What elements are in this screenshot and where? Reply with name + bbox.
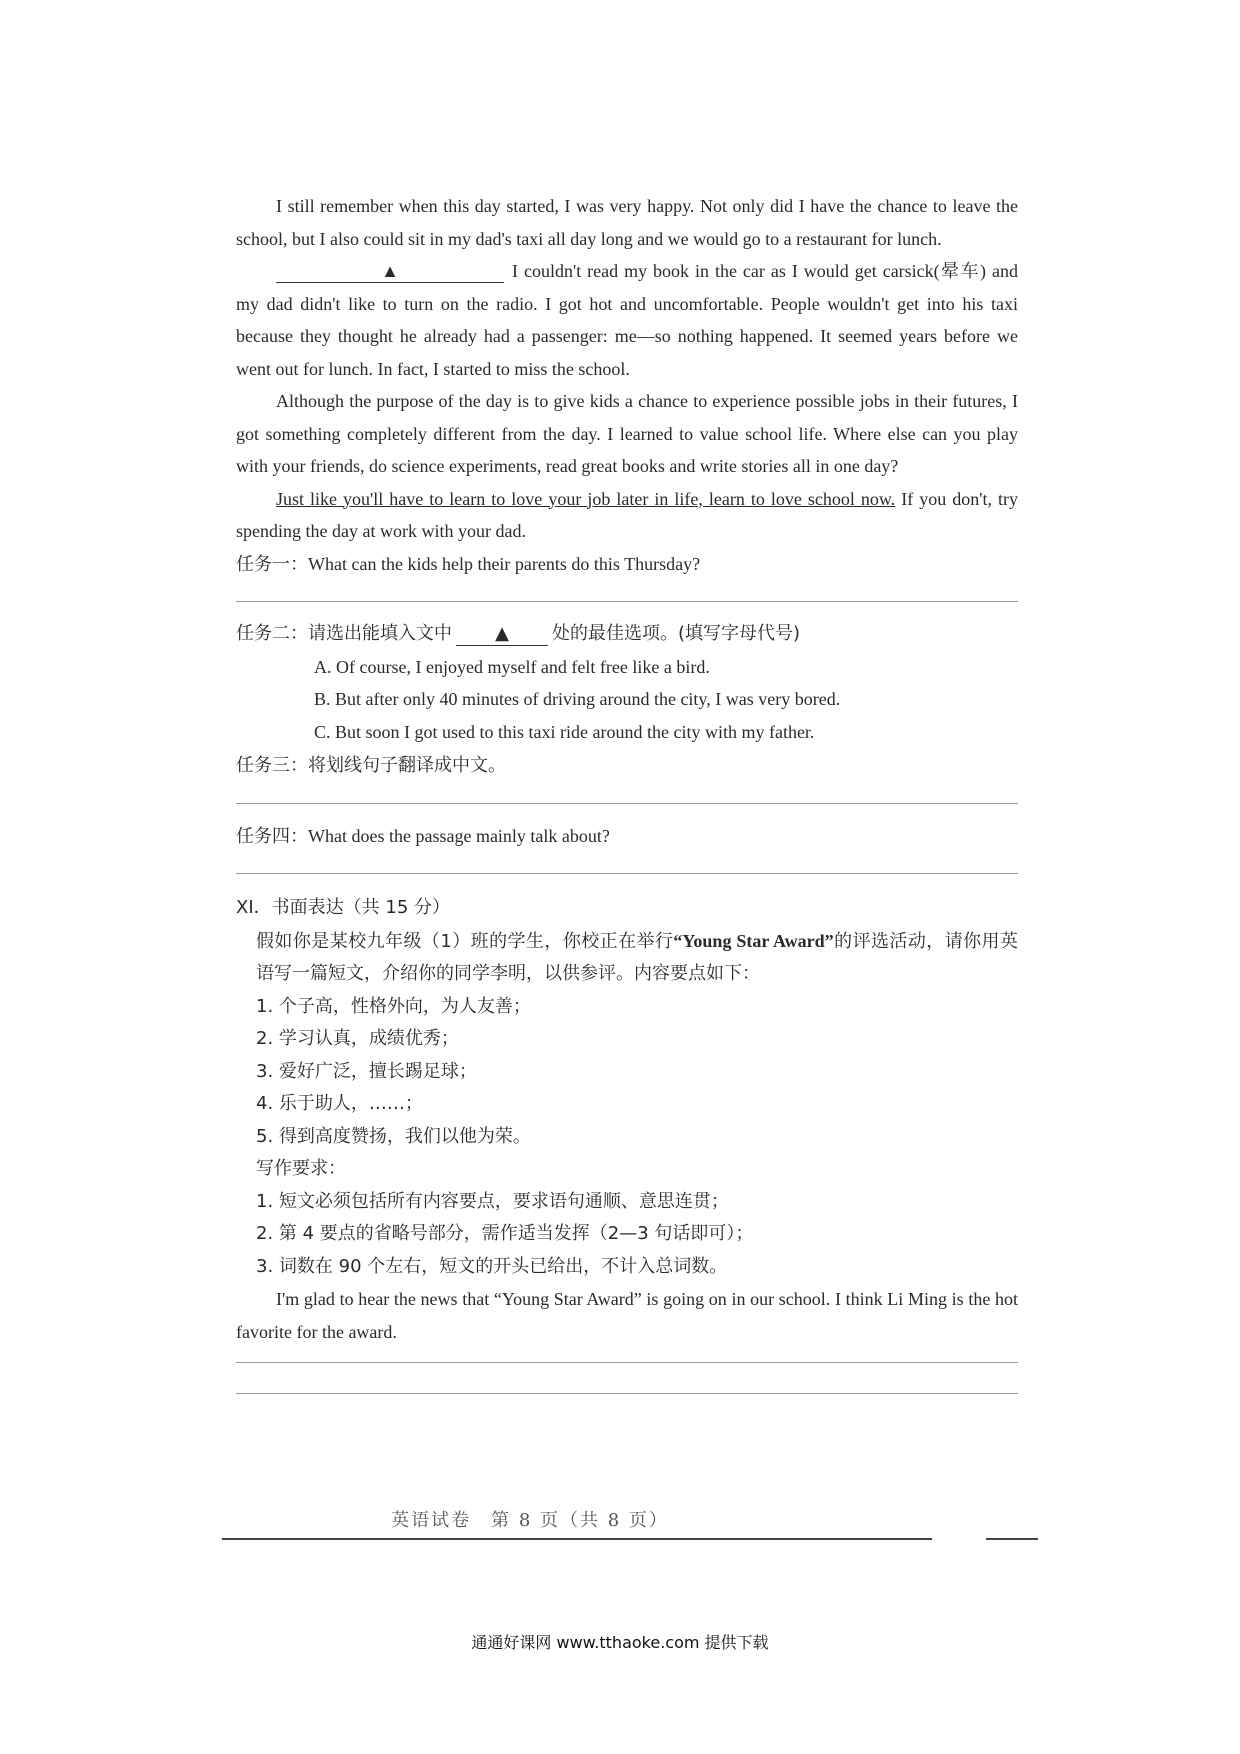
essay-answer-line-2[interactable] [236,1393,1018,1394]
requirements-heading: 写作要求： [256,1158,346,1179]
task-1-label: 任务一： [236,553,308,575]
writing-intro-1: 假如你是某校九年级（1）班的学生，你校正在举行 [256,930,674,952]
requirement-3: 3. 词数在 90 个左右，短文的开头已给出，不计入总词数。 [256,1255,728,1277]
content-point-5: 5. 得到高度赞扬，我们以他为荣。 [256,1125,531,1147]
task-2-blank: ▲ [456,623,548,646]
task-3 [236,750,1018,783]
essay-opening: I'm glad to hear the news that “Young Star Award” is going on in our school. I think Li Ming is the hot favorite for the award. [236,1289,1018,1342]
task-3-answer-line[interactable] [236,803,1018,804]
content-point-1: 1. 个子高，性格外向，为人友善； [256,995,531,1017]
content-point-3: 3. 爱好广泛，擅长踢足球； [256,1060,477,1082]
writing-intro-2: 的评选活动，请你用英语写一篇短文，介绍你的同学李明，以供参评。内容要点如下： [256,930,1018,984]
task-4-answer-line[interactable] [236,873,1018,874]
requirement-2: 2. 第 4 要点的省略号部分，需作适当发挥（2—3 句话即可）； [256,1223,754,1244]
task-4 [236,820,1018,854]
task-1-answer-line[interactable] [236,601,1018,602]
page-footer: 英语试卷 第 8 页（共 8 页） [391,1510,669,1531]
passage-paragraph-2 [236,255,1018,385]
underlined-sentence: Just like you'll have to learn to love your job later in life, learn to love school now. [276,488,896,509]
content-point-4: 4. 乐于助人，……； [256,1093,423,1114]
task-2-label-after: 处的最佳选项。(填写字母代号) [552,623,801,644]
footer-rule [222,1538,932,1540]
passage-blank: ▲ [276,260,504,283]
option-a: A. Of course, I enjoyed myself and felt free like a bird. [314,656,710,677]
option-b: B. But after only 40 minutes of driving around the city, I was very bored. [314,689,841,709]
writing-heading: XI．书面表达（共 15 分） [236,897,450,918]
task-2 [236,618,1018,651]
passage-paragraph-2-text: I couldn't read my book in the car as I would get carsick(晕车) and my dad didn't like to turn on the radio. I got hot and uncomfortable. People wouldn't get into his taxi because they thought he already had a passenger: me—so nothing happened. It seemed years before we went out for lunch. In fact, I started to miss the school. [236,261,1018,379]
footer-rule-short [986,1538,1038,1540]
task-4-question: What does the passage mainly talk about? [308,825,610,846]
essay-answer-line-1[interactable] [236,1362,1018,1363]
passage-paragraph-3: Although the purpose of the day is to give kids a chance to experience possible jobs in their futures, I got something completely different from the day. I learned to value school life. Where else can you play with your friends, do science experiments, read great books and write stories all in one day? [236,391,1018,476]
content-point-2: 2. 学习认真，成绩优秀； [256,1028,459,1049]
requirement-1: 1. 短文必须包括所有内容要点，要求语句通顺、意思连贯； [256,1190,729,1212]
option-c: C. But soon I got used to this taxi ride around the city with my father. [314,721,815,742]
download-watermark: 通通好课网 www.tthaoke.com 提供下载 [471,1633,769,1652]
task-4-label: 任务四： [236,825,308,847]
task-1-question: What can the kids help their parents do this Thursday? [308,553,701,574]
passage-paragraph-4-rest: If you don't, try spending the day at work with your dad. [236,488,1018,541]
writing-intro [236,925,1018,991]
passage-paragraph-1: I still remember when this day started, I was very happy. Not only did I have the chance to leave the school, but I also could sit in my dad's taxi all day long and we would go to a restaurant for lunch. [236,196,1018,249]
writing-award-name: “Young Star Award” [673,930,834,951]
passage-paragraph-4 [236,483,1018,548]
task-2-label-before: 任务二：请选出能填入文中 [236,623,452,644]
page-content [236,190,1018,1394]
task-3-label: 任务三：将划线句子翻译成中文。 [236,755,506,776]
task-1 [236,548,1018,582]
